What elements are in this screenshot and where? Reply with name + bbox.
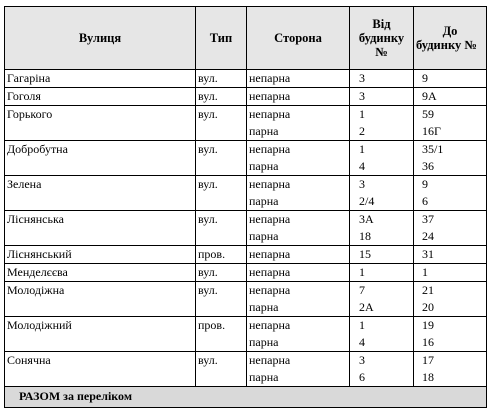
to-cell-value: 37 bbox=[422, 212, 434, 226]
header-side: Сторона bbox=[247, 7, 350, 70]
from-cell-value: 3 bbox=[359, 177, 365, 191]
side-cell-value: непарна bbox=[249, 212, 291, 226]
from-cell-value: 1 bbox=[359, 107, 365, 121]
street-cell bbox=[5, 88, 196, 106]
from-cell-value: 4 bbox=[359, 335, 365, 349]
side-cell-value: парна bbox=[249, 124, 279, 138]
type-cell bbox=[196, 106, 247, 141]
from-cell bbox=[350, 70, 414, 88]
side-cell-value: парна bbox=[249, 194, 279, 208]
street-cell-value: Зелена bbox=[7, 177, 42, 191]
side-cell-value: непарна bbox=[249, 177, 291, 191]
type-cell bbox=[196, 282, 247, 317]
from-cell-value: 1 bbox=[359, 142, 365, 156]
to-cell bbox=[414, 176, 487, 211]
type-cell-value: вул. bbox=[198, 265, 218, 279]
header-to bbox=[414, 7, 487, 70]
side-cell-value: парна bbox=[249, 335, 279, 349]
street-cell-value: Сонячна bbox=[7, 353, 51, 367]
street-cell bbox=[5, 317, 196, 352]
type-cell bbox=[196, 141, 247, 176]
header-from bbox=[350, 7, 414, 70]
side-cell-value: непарна bbox=[249, 247, 291, 261]
to-cell-value: 36 bbox=[422, 159, 434, 173]
header-street: Вулиця bbox=[5, 7, 196, 70]
street-cell-value: Гоголя bbox=[7, 89, 41, 103]
to-cell-value: 1 bbox=[422, 265, 428, 279]
to-cell-value: 16Г bbox=[422, 124, 441, 138]
type-cell-value: вул. bbox=[198, 177, 218, 191]
to-cell-value: 16 bbox=[422, 335, 434, 349]
to-cell bbox=[414, 352, 487, 387]
from-cell-value: 3А bbox=[359, 212, 374, 226]
from-cell-value: 15 bbox=[359, 247, 371, 261]
side-cell bbox=[247, 176, 350, 211]
total-row bbox=[5, 387, 487, 408]
header-to-line: будинку № bbox=[416, 38, 477, 52]
type-cell bbox=[196, 264, 247, 282]
side-cell-value: непарна bbox=[249, 107, 291, 121]
type-cell bbox=[196, 317, 247, 352]
street-cell-value: Молодіжна bbox=[7, 283, 65, 297]
side-cell-value: непарна bbox=[249, 318, 291, 332]
table-row bbox=[5, 141, 487, 176]
side-cell bbox=[247, 141, 350, 176]
to-cell bbox=[414, 282, 487, 317]
type-cell bbox=[196, 88, 247, 106]
side-cell bbox=[247, 211, 350, 246]
from-cell bbox=[350, 141, 414, 176]
street-cell bbox=[5, 246, 196, 264]
street-cell-value: Ліснянський bbox=[7, 247, 72, 261]
from-cell bbox=[350, 282, 414, 317]
type-cell-value: вул. bbox=[198, 71, 218, 85]
table-row bbox=[5, 176, 487, 211]
table-header bbox=[5, 7, 487, 70]
from-cell-value: 3 bbox=[359, 89, 365, 103]
street-cell bbox=[5, 106, 196, 141]
to-cell-value: 9 bbox=[422, 71, 428, 85]
to-cell-value: 20 bbox=[422, 300, 434, 314]
to-cell-value: 21 bbox=[422, 283, 434, 297]
to-cell-value: 6 bbox=[422, 194, 428, 208]
side-cell bbox=[247, 352, 350, 387]
side-cell-value: непарна bbox=[249, 283, 291, 297]
type-cell bbox=[196, 211, 247, 246]
from-cell-value: 7 bbox=[359, 283, 365, 297]
from-cell bbox=[350, 211, 414, 246]
from-cell bbox=[350, 317, 414, 352]
to-cell bbox=[414, 317, 487, 352]
to-cell bbox=[414, 246, 487, 264]
type-cell-value: вул. bbox=[198, 107, 218, 121]
side-cell-value: непарна bbox=[249, 142, 291, 156]
side-cell-value: парна bbox=[249, 370, 279, 384]
from-cell-value: 2А bbox=[359, 300, 374, 314]
street-cell bbox=[5, 264, 196, 282]
from-cell-value: 18 bbox=[359, 229, 371, 243]
to-cell bbox=[414, 264, 487, 282]
street-cell bbox=[5, 352, 196, 387]
to-cell-value: 19 bbox=[422, 318, 434, 332]
street-cell bbox=[5, 282, 196, 317]
to-cell-value: 24 bbox=[422, 229, 434, 243]
type-cell bbox=[196, 246, 247, 264]
table-body bbox=[5, 70, 487, 387]
from-cell-value: 4 bbox=[359, 159, 365, 173]
type-cell-value: вул. bbox=[198, 142, 218, 156]
to-cell bbox=[414, 141, 487, 176]
street-cell bbox=[5, 141, 196, 176]
header-to-line: До bbox=[442, 24, 458, 38]
side-cell bbox=[247, 317, 350, 352]
from-cell-value: 3 bbox=[359, 71, 365, 85]
side-cell bbox=[247, 70, 350, 88]
table-row bbox=[5, 246, 487, 264]
from-cell-value: 6 bbox=[359, 370, 365, 384]
street-cell bbox=[5, 176, 196, 211]
total-label: РАЗОМ за переліком bbox=[5, 387, 487, 408]
side-cell-value: непарна bbox=[249, 89, 291, 103]
table-row bbox=[5, 264, 487, 282]
street-cell-value: Добробутна bbox=[7, 142, 68, 156]
street-cell bbox=[5, 70, 196, 88]
type-cell-value: вул. bbox=[198, 89, 218, 103]
to-cell bbox=[414, 88, 487, 106]
to-cell-value: 31 bbox=[422, 247, 434, 261]
type-cell bbox=[196, 70, 247, 88]
side-cell bbox=[247, 88, 350, 106]
to-cell bbox=[414, 106, 487, 141]
side-cell bbox=[247, 106, 350, 141]
header-from-line: Від bbox=[372, 17, 391, 31]
header-from-line: № bbox=[375, 45, 388, 59]
side-cell bbox=[247, 264, 350, 282]
type-cell-value: пров. bbox=[198, 247, 226, 261]
type-cell bbox=[196, 176, 247, 211]
to-cell-value: 35/1 bbox=[422, 142, 444, 156]
table-row bbox=[5, 352, 487, 387]
from-cell bbox=[350, 176, 414, 211]
from-cell bbox=[350, 246, 414, 264]
from-cell bbox=[350, 88, 414, 106]
street-cell-value: Менделєєва bbox=[7, 265, 68, 279]
side-cell-value: парна bbox=[249, 159, 279, 173]
street-cell-value: Гагаріна bbox=[7, 71, 51, 85]
to-cell bbox=[414, 211, 487, 246]
street-cell bbox=[5, 211, 196, 246]
from-cell-value: 3 bbox=[359, 353, 365, 367]
from-cell bbox=[350, 264, 414, 282]
street-cell-value: Молодіжний bbox=[7, 318, 72, 332]
table-row bbox=[5, 70, 487, 88]
to-cell bbox=[414, 70, 487, 88]
type-cell-value: вул. bbox=[198, 212, 218, 226]
header-type: Тип bbox=[196, 7, 247, 70]
header-from-line: будинку bbox=[358, 31, 405, 45]
from-cell bbox=[350, 106, 414, 141]
to-cell-value: 17 bbox=[422, 353, 434, 367]
side-cell bbox=[247, 282, 350, 317]
street-table bbox=[4, 6, 487, 408]
side-cell bbox=[247, 246, 350, 264]
to-cell-value: 18 bbox=[422, 370, 434, 384]
from-cell bbox=[350, 352, 414, 387]
type-cell bbox=[196, 352, 247, 387]
side-cell-value: парна bbox=[249, 300, 279, 314]
table-row bbox=[5, 211, 487, 246]
side-cell-value: непарна bbox=[249, 353, 291, 367]
from-cell-value: 2 bbox=[359, 124, 365, 138]
table-row bbox=[5, 317, 487, 352]
side-cell-value: непарна bbox=[249, 265, 291, 279]
from-cell-value: 1 bbox=[359, 318, 365, 332]
street-list-document bbox=[4, 6, 487, 408]
street-cell-value: Горького bbox=[7, 107, 53, 121]
to-cell-value: 9А bbox=[422, 89, 437, 103]
side-cell-value: парна bbox=[249, 229, 279, 243]
type-cell-value: пров. bbox=[198, 318, 226, 332]
to-cell-value: 9 bbox=[422, 177, 428, 191]
street-cell-value: Ліснянська bbox=[7, 212, 64, 226]
from-cell-value: 2/4 bbox=[359, 194, 375, 208]
from-cell-value: 1 bbox=[359, 265, 365, 279]
to-cell-value: 59 bbox=[422, 107, 434, 121]
table-row bbox=[5, 88, 487, 106]
side-cell-value: непарна bbox=[249, 71, 291, 85]
table-row bbox=[5, 106, 487, 141]
type-cell-value: вул. bbox=[198, 353, 218, 367]
type-cell-value: вул. bbox=[198, 283, 218, 297]
table-row bbox=[5, 282, 487, 317]
